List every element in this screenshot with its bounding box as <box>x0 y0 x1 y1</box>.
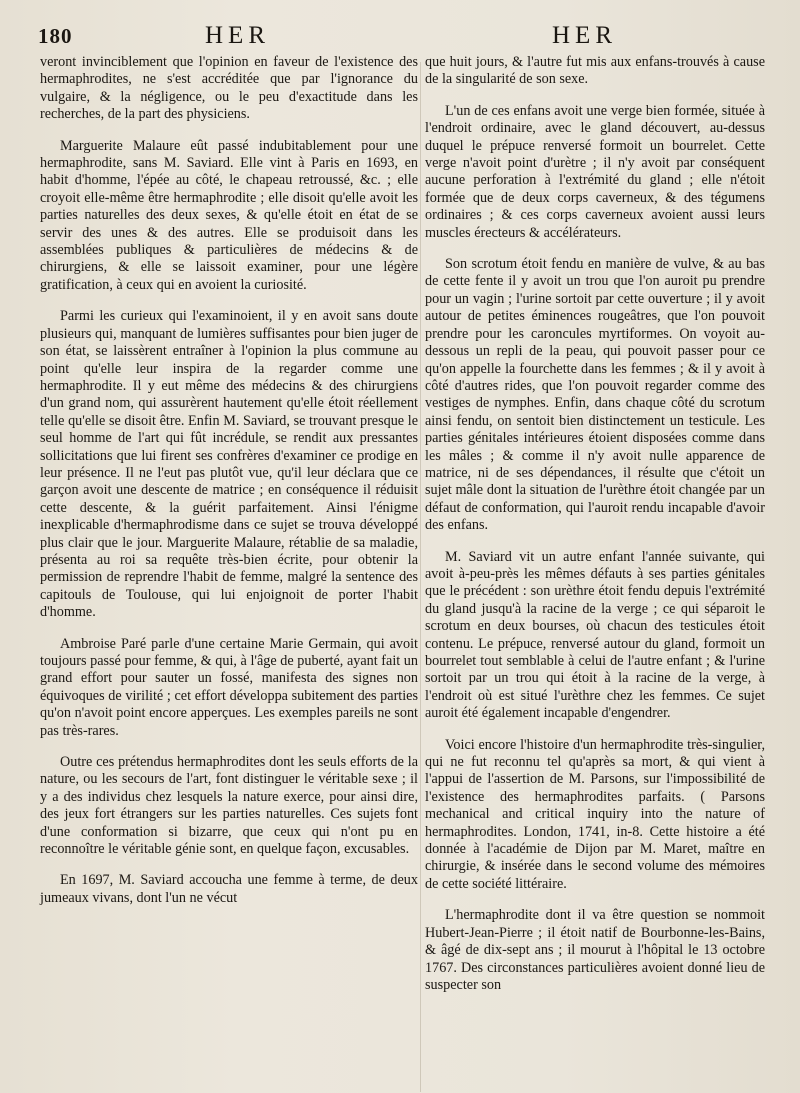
page-header <box>38 22 766 52</box>
paragraph: Marguerite Malaure eût passé indubitablement pour une hermaphrodite, sans M. Saviard. Elle vint à Paris en 1693, en habit d'homme, l'épée au côté, le chapeau retroussé, &c. ; elle croyoit elle-même être hermaphrodite ; elle disoit qu'elle avoit les parties naturelles des deux sexes, & qu'elle étoit en état de se servir des unes & des autres. Elle se produisoit dans les assemblées publiques & particulières de médecins & de chirurgiens, & elle se laissoit examiner, pour une légère gratification, à ceux qui en avoient la curiosité. <box>40 137 418 293</box>
paragraph: Son scrotum étoit fendu en manière de vulve, & au bas de cette fente il y avoit un trou que l'on auroit pu prendre pour un vagin ; l'urine sortoit par cette ouverture ; il y avoit autour de petites éminences rougeâtres, que l'on pouvoit prendre pour les caroncules myrtiformes. On voyoit au-dessous un repli de la peau, qui pouvoit passer pour ce qu'on appelle la fourchette dans les femmes ; & il y avoit à côté d'autres rides, que l'on pouvoit regarder comme des vestiges de nymphes. Enfin, dans chaque côté du scrotum ainsi fendu, on sentoit bien distinctement un testicule. Les parties génitales intérieures étoient disposées comme dans les mâles ; & comme il n'y avoit nulle apparence de matrice, ni de ses dépendances, il résulte que c'étoit un sujet mâle dont la situation de l'urèthre étoit changée par un défaut de conformation, qui l'auroit rendu incapable d'avoir des enfans. <box>425 256 765 534</box>
paragraph: Voici encore l'histoire d'un hermaphrodite très-singulier, qui ne fut reconnu tel qu'après sa mort, & qui vient à l'appui de l'assertion de M. Parsons, sur l'impossibilité de l'existence des hermaphrodites parfaits. ( Parsons mechanical and critical inquiry into the nature of hermaphrodites. London, 1741, in-8. Cette histoire a été donnée à l'académie de Dijon par M. Maret, maître en chirurgie, & insérée dans le second volume des mémoires de cette société littéraire. <box>425 736 765 892</box>
paragraph: L'un de ces enfans avoit une verge bien formée, située à l'endroit ordinaire, avec le gland découvert, au-dessus duquel le prépuce renversé formoit un bourrelet. Cette verge n'avoit point d'urètre ; il n'y avoit par conséquent aucune perforation à l'extrémité du gland ; elle n'étoit formée que de deux corps caverneux, & des tégumens ordinaires ; & ces corps caverneux avoient aussi leurs muscles érecteurs & accélérateurs. <box>425 102 765 241</box>
paragraph: que huit jours, & l'autre fut mis aux enfans-trouvés à cause de la singularité de son sexe. <box>425 54 765 88</box>
page-number: 180 <box>38 24 73 48</box>
paragraph: M. Saviard vit un autre enfant l'année suivante, qui avoit à-peu-près les mêmes défauts à ses parties génitales que le précédent : son urèthre étoit fendu depuis l'extrémité du gland jusqu'à la racine de la verge ; ce qui séparoit le scrotum en deux bourses, où chacun des testicules étoit contenu. Le prépuce, renversé autour du gland, formoit un bourrelet tout semblable à celui de l'autre enfant ; & l'urine sortoit par un trou qui étoit à la racine de la verge, à l'endroit où est situé l'urèthre chez les femmes. Ce sujet auroit été également incapable d'engendrer. <box>425 548 765 722</box>
running-head-left: HER <box>205 22 270 49</box>
paragraph: Ambroise Paré parle d'une certaine Marie Germain, qui avoit toujours passé pour femme, & qui, à l'âge de puberté, ayant fait un grand effort pour sauter un fossé, manifesta des signes non équivoques de virilité ; cet effort développa subitement des parties qu'on n'avoit point encore apperçues. Les exemples pareils ne sont pas très-rares. <box>40 635 418 739</box>
running-head-right: HER <box>552 22 617 49</box>
left-column <box>40 54 418 921</box>
paragraph: veront invinciblement que l'opinion en faveur de l'existence des hermaphrodites, ne s'est accréditée que par l'ignorance du vulgaire, & la négligence, ou le peu d'exactitude dans les recherches, de la part des physiciens. <box>40 54 418 123</box>
right-column <box>425 54 765 1008</box>
paragraph: En 1697, M. Saviard accoucha une femme à terme, de deux jumeaux vivans, dont l'un ne vécut <box>40 872 418 906</box>
paragraph: L'hermaphrodite dont il va être question se nommoit Hubert-Jean-Pierre ; il étoit natif de Bourbonne-les-Bains, & âgé de dix-sept ans ; il mourut à l'hôpital le 13 octobre 1767. Des circonstances particulières avoient donné lieu de suspecter son <box>425 907 765 993</box>
column-divider <box>420 62 421 1092</box>
paragraph: Outre ces prétendus hermaphrodites dont les seuls efforts de la nature, ou les secours de l'art, font distinguer le véritable sexe ; il y a des individus chez lesquels la nature exerce, pour ainsi dire, des jeux fort étrangers sur les parties naturelles. Ces sujets font d'une conformation si bizarre, que ceux qui n'ont pu en reconnoître le véritable génie sont, en quelque façon, excusables. <box>40 754 418 858</box>
paragraph: Parmi les curieux qui l'examinoient, il y en avoit sans doute plusieurs qui, manquant de lumières suffisantes pour bien juger de son état, se laissèrent entraîner à l'opinion la plus commune au point qu'elle leur inspira de la regarder comme une hermaphrodite. Il y eut même des médecins & des chirurgiens d'un grand nom, qui assurèrent hautement qu'elle étoit réellement telle qu'elle se disoit être. Enfin M. Saviard, se trouvant presque le seul homme de l'art qui fût incrédule, se rendit aux pressantes sollicitations que lui firent ses confrères d'examiner ce prodige en leur présence. Il ne l'eut pas plutôt vue, qu'il leur déclara que ce garçon avoit une descente de matrice ; en conséquence il réduisit cette descente, & la guérit parfaitement. Ainsi l'énigme inexplicable d'hermaphrodisme dans ce sujet se trouva développé plus clair que le jour. Marguerite Malaure, rétablie de sa maladie, présenta au roi sa requête très-bien écrite, pour obtenir la permission de reprendre l'habit de femme, malgré la sentence des capitouls de Toulouse, qui lui enjoignoit de porter l'habit d'homme. <box>40 308 418 621</box>
